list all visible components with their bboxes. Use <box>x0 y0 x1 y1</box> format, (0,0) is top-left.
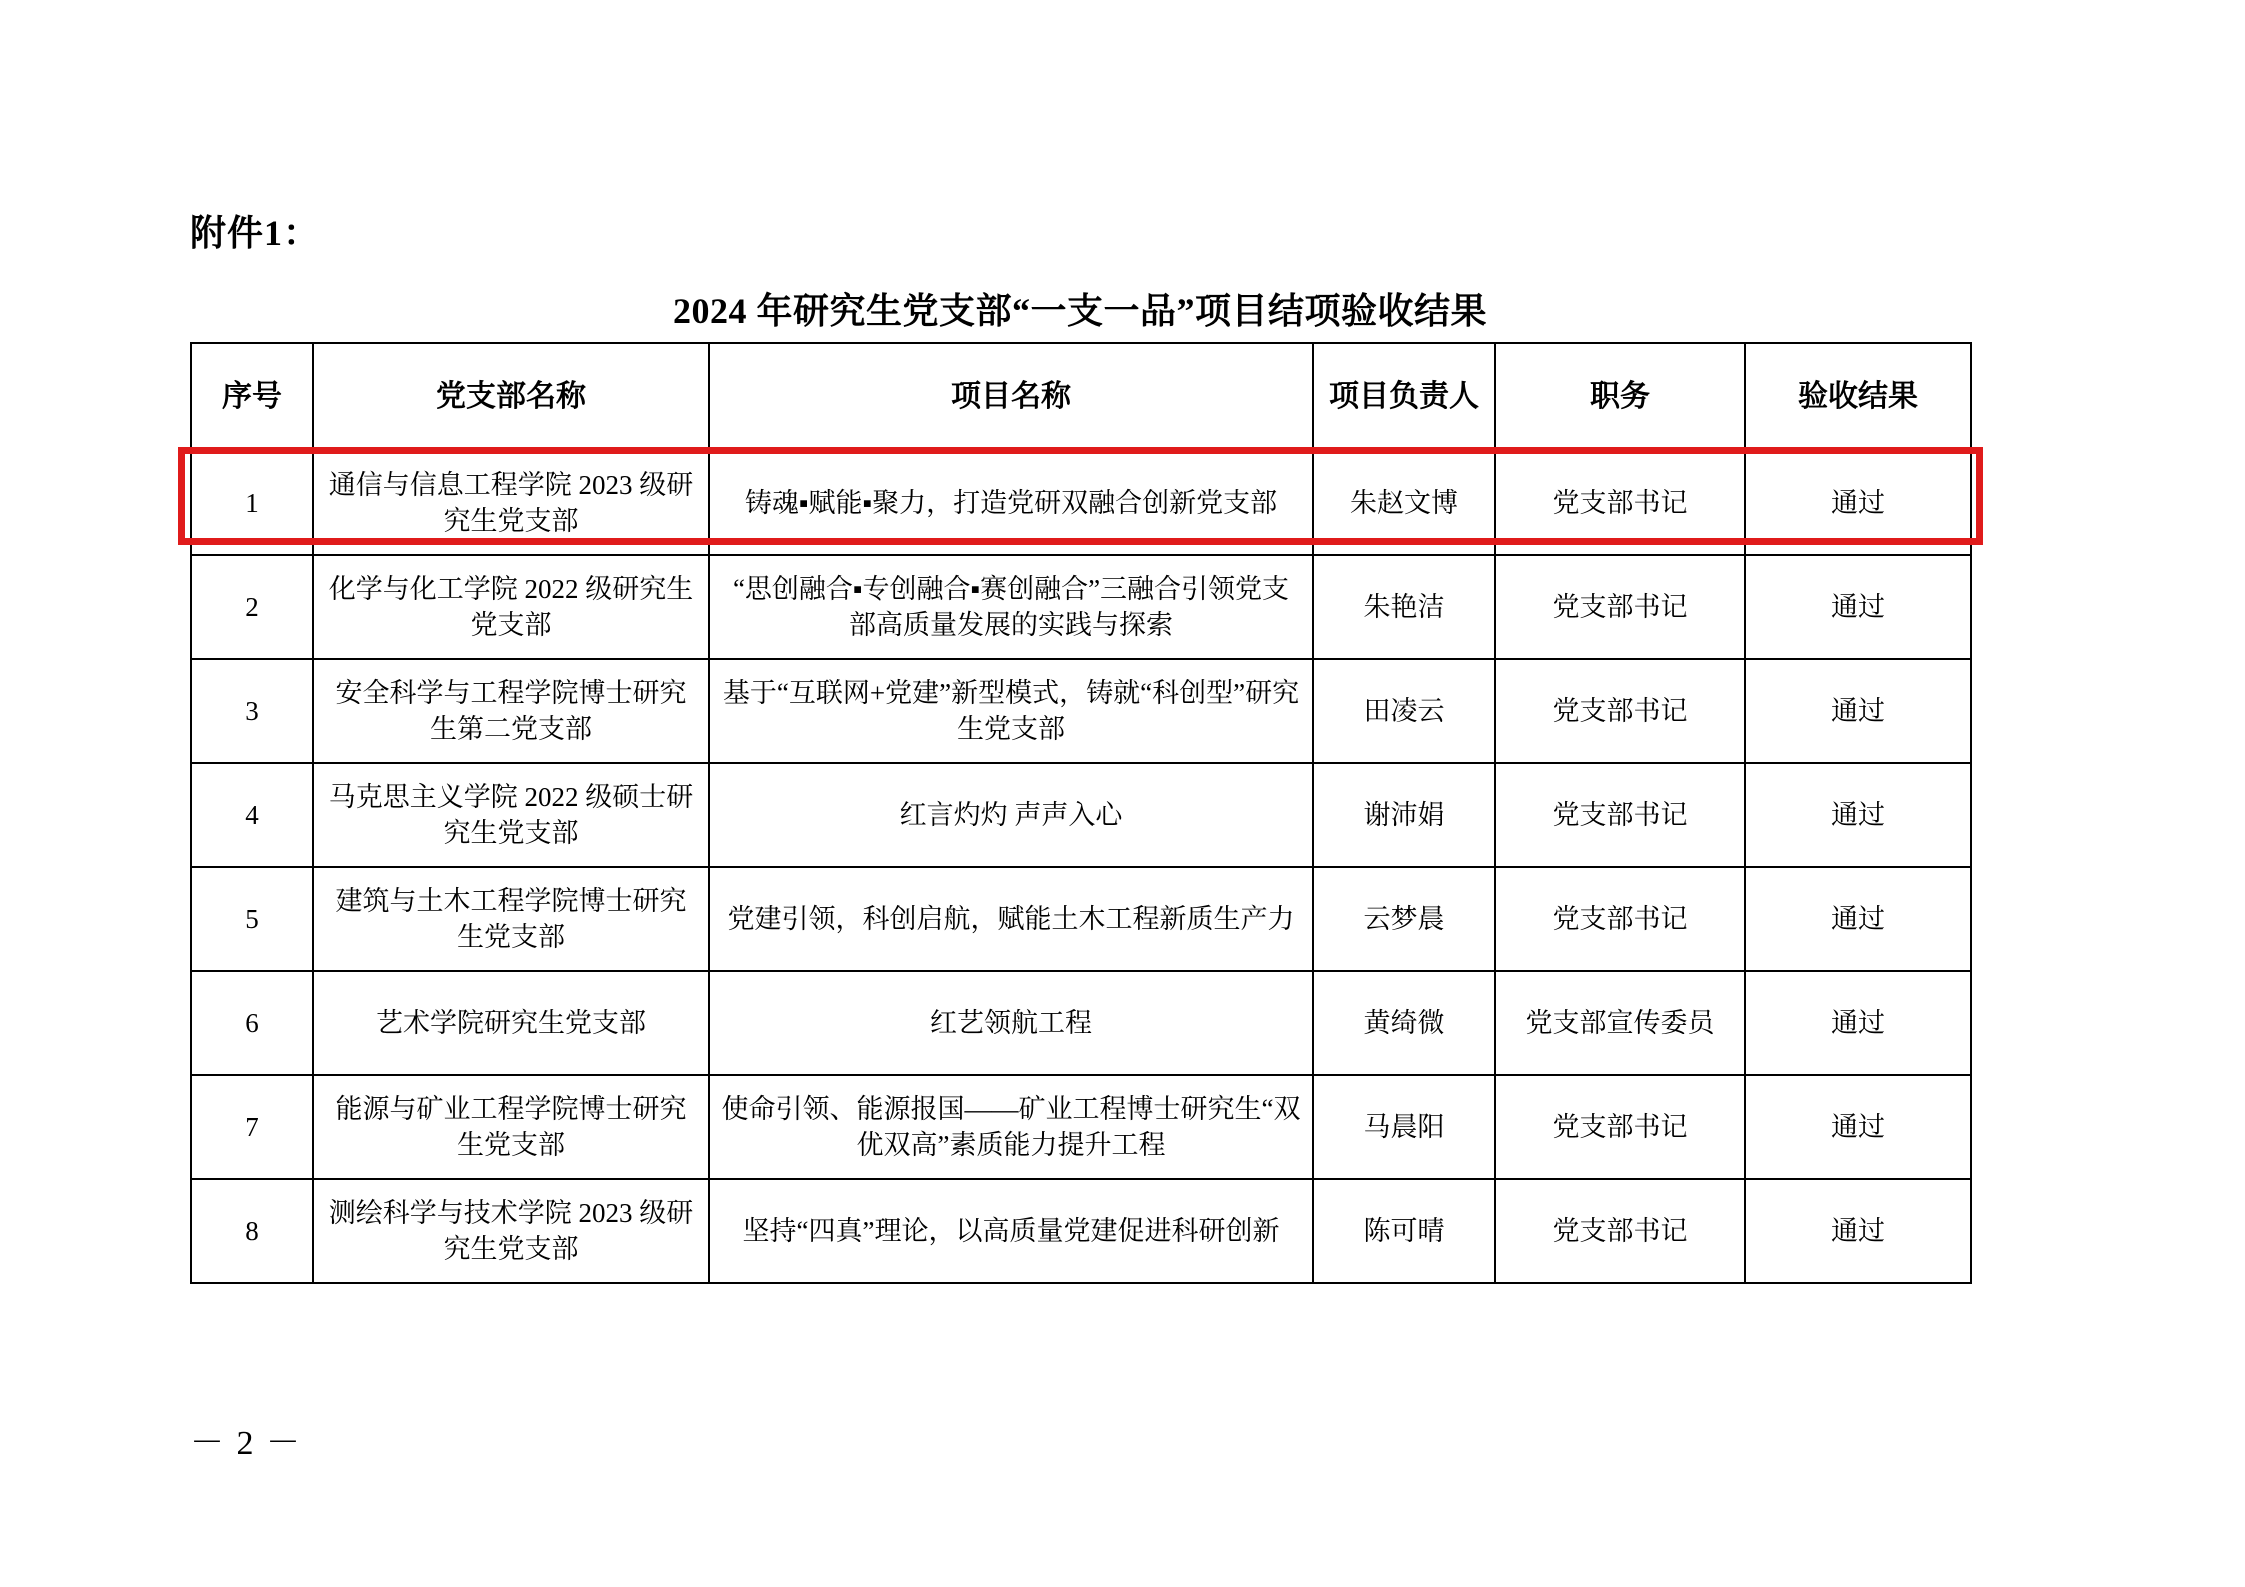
cell-branch: 建筑与土木工程学院博士研究生党支部 <box>313 867 709 971</box>
cell-leader: 谢沛娟 <box>1313 763 1495 867</box>
cell-branch: 化学与化工学院 2022 级研究生党支部 <box>313 555 709 659</box>
table-row <box>191 1075 1971 1179</box>
cell-result: 通过 <box>1745 451 1971 555</box>
table-row <box>191 659 1971 763</box>
cell-leader: 云梦晨 <box>1313 867 1495 971</box>
table-row <box>191 867 1971 971</box>
col-header-project: 项目名称 <box>709 343 1313 451</box>
table-row <box>191 1179 1971 1283</box>
table-row <box>191 555 1971 659</box>
table-body <box>191 451 1971 1283</box>
cell-project: 党建引领，科创启航，赋能土木工程新质生产力 <box>709 867 1313 971</box>
cell-role: 党支部书记 <box>1495 451 1745 555</box>
cell-role: 党支部书记 <box>1495 659 1745 763</box>
cell-leader: 马晨阳 <box>1313 1075 1495 1179</box>
cell-role: 党支部书记 <box>1495 763 1745 867</box>
cell-seq: 1 <box>191 451 313 555</box>
cell-result: 通过 <box>1745 659 1971 763</box>
table-row <box>191 451 1971 555</box>
cell-role: 党支部宣传委员 <box>1495 971 1745 1075</box>
cell-leader: 田凌云 <box>1313 659 1495 763</box>
cell-role: 党支部书记 <box>1495 1075 1745 1179</box>
cell-result: 通过 <box>1745 971 1971 1075</box>
cell-project: 使命引领、能源报国——矿业工程博士研究生“双优双高”素质能力提升工程 <box>709 1075 1313 1179</box>
cell-seq: 3 <box>191 659 313 763</box>
col-header-branch: 党支部名称 <box>313 343 709 451</box>
cell-result: 通过 <box>1745 1075 1971 1179</box>
attachment-label: 附件1： <box>190 213 321 253</box>
table-header-row <box>191 343 1971 451</box>
cell-project: 基于“互联网+党建”新型模式，铸就“科创型”研究生党支部 <box>709 659 1313 763</box>
cell-leader: 朱赵文博 <box>1313 451 1495 555</box>
col-header-role: 职务 <box>1495 343 1745 451</box>
table-header <box>191 343 1971 451</box>
cell-result: 通过 <box>1745 763 1971 867</box>
cell-role: 党支部书记 <box>1495 555 1745 659</box>
col-header-leader: 项目负责人 <box>1313 343 1495 451</box>
cell-seq: 6 <box>191 971 313 1075</box>
cell-project: 红艺领航工程 <box>709 971 1313 1075</box>
cell-seq: 7 <box>191 1075 313 1179</box>
cell-branch: 马克思主义学院 2022 级硕士研究生党支部 <box>313 763 709 867</box>
table-row <box>191 971 1971 1075</box>
page-title: 2024 年研究生党支部“一支一品”项目结项验收结果 <box>672 291 1487 331</box>
cell-project: 坚持“四真”理论，以高质量党建促进科研创新 <box>709 1179 1313 1283</box>
cell-project: 铸魂▪赋能▪聚力，打造党研双融合创新党支部 <box>709 451 1313 555</box>
cell-leader: 黄绮微 <box>1313 971 1495 1075</box>
cell-seq: 4 <box>191 763 313 867</box>
cell-result: 通过 <box>1745 867 1971 971</box>
cell-branch: 测绘科学与技术学院 2023 级研究生党支部 <box>313 1179 709 1283</box>
cell-leader: 陈可晴 <box>1313 1179 1495 1283</box>
col-header-seq: 序号 <box>191 343 313 451</box>
results-table <box>190 342 1972 1284</box>
results-table-wrapper <box>190 342 1970 1284</box>
cell-branch: 能源与矿业工程学院博士研究生党支部 <box>313 1075 709 1179</box>
cell-branch: 安全科学与工程学院博士研究生第二党支部 <box>313 659 709 763</box>
cell-role: 党支部书记 <box>1495 1179 1745 1283</box>
cell-seq: 5 <box>191 867 313 971</box>
cell-branch: 艺术学院研究生党支部 <box>313 971 709 1075</box>
cell-leader: 朱艳洁 <box>1313 555 1495 659</box>
cell-project: “思创融合▪专创融合▪赛创融合”三融合引领党支部高质量发展的实践与探索 <box>709 555 1313 659</box>
cell-seq: 8 <box>191 1179 313 1283</box>
table-row <box>191 763 1971 867</box>
col-header-result: 验收结果 <box>1745 343 1971 451</box>
cell-role: 党支部书记 <box>1495 867 1745 971</box>
cell-result: 通过 <box>1745 1179 1971 1283</box>
cell-result: 通过 <box>1745 555 1971 659</box>
cell-project: 红言灼灼 声声入心 <box>709 763 1313 867</box>
page-number: － 2 － <box>190 1425 302 1462</box>
cell-seq: 2 <box>191 555 313 659</box>
cell-branch: 通信与信息工程学院 2023 级研究生党支部 <box>313 451 709 555</box>
